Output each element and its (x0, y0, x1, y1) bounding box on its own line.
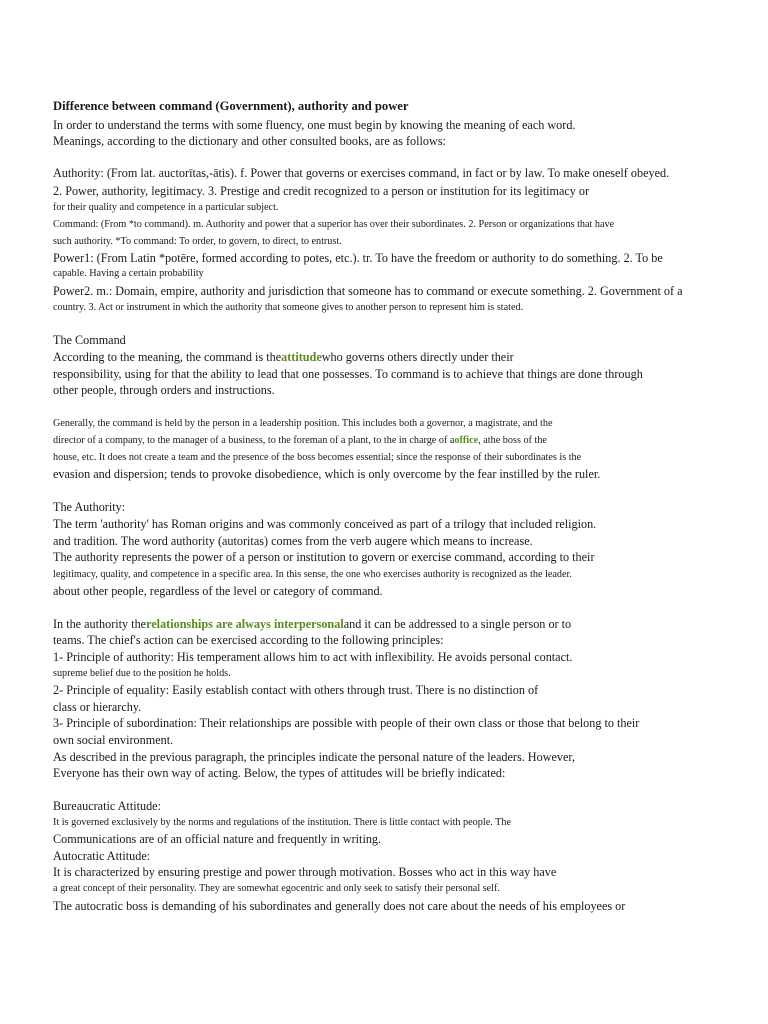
authority-text: and it can be addressed to a single person or to (343, 617, 572, 631)
authority-line: legitimacy, quality, and competence in a specific area. In this sense, the one who exercises authority is recognized as the leader. (53, 569, 572, 580)
principle-line: 3- Principle of subordination: Their relationships are possible with people of their own class or those that belong to their (53, 716, 640, 730)
command-line: responsibility, using for that the ability to lead that one possesses. To command is to achieve that things are done through (53, 367, 643, 381)
section-heading-command: The Command (53, 333, 126, 347)
command-text: , athe boss of the (478, 435, 547, 446)
authority-line: As described in the previous paragraph, the principles indicate the personal nature of the leaders. However, (53, 750, 576, 764)
principle-line: 2- Principle of equality: Easily establish contact with others through trust. There is no distinction of (53, 683, 539, 697)
definition-line: such authority. *To command: To order, to govern, to direct, to entrust. (53, 236, 342, 247)
authority-line: Everyone has their own way of acting. Below, the types of attitudes will be briefly indicated: (53, 766, 506, 780)
relationships-link[interactable]: relationships are always interpersonal (146, 617, 344, 631)
definition-line: Command: (From *to command). m. Authority and power that a superior has over their subordinates. 2. Person or organizations that have (53, 219, 615, 230)
principle-line: own social environment. (53, 733, 174, 747)
intro-line: Meanings, according to the dictionary and other consulted books, are as follows: (53, 134, 446, 148)
authority-text: In the authority the (53, 617, 147, 631)
command-line: other people, through orders and instructions. (53, 383, 275, 397)
attitude-line: Communications are of an official nature and frequently in writing. (53, 832, 382, 846)
definition-line: 2. Power, authority, legitimacy. 3. Prestige and credit recognized to a person or institution for its legitimacy or (53, 184, 590, 198)
attitude-line: a great concept of their personality. They are somewhat egocentric and only seek to satisfy their personal self. (53, 883, 500, 894)
principle-line: supreme belief due to the position he holds. (53, 668, 231, 679)
command-line: evasion and dispersion; tends to provoke disobedience, which is only overcome by the fear instilled by the ruler. (53, 467, 601, 481)
attitude-link[interactable]: attitude (281, 350, 322, 364)
definition-line: capable. Having a certain probability (53, 268, 204, 279)
definition-line: country. 3. Act or instrument in which the authority that someone gives to another person to represent him is stated. (53, 302, 524, 313)
command-line (53, 433, 547, 449)
section-heading-authority: The Authority: (53, 500, 126, 514)
attitude-line: The autocratic boss is demanding of his subordinates and generally does not care about the needs of his employees or (53, 899, 626, 913)
authority-line: and tradition. The word authority (autoritas) comes from the verb augere which means to increase. (53, 534, 533, 548)
definition-line: Authority: (From lat. auctorītas,-ātis). f. Power that governs or exercises command, in fact or by law. To make oneself obeyed. (53, 166, 670, 180)
command-line (53, 349, 514, 365)
command-line: house, etc. It does not create a team and the presence of the boss becomes essential; since the response of their subordinates is the (53, 452, 582, 463)
intro-line: In order to understand the terms with some fluency, one must begin by knowing the meaning of each word. (53, 118, 576, 132)
command-text: director of a company, to the manager of a business, to the foreman of a plant, to the in charge of a (53, 435, 455, 446)
doc-title: Difference between command (Government), authority and power (53, 99, 409, 113)
command-line: Generally, the command is held by the person in a leadership position. This includes both a governor, a magistrate, and the (53, 418, 553, 429)
attitude-line: It is governed exclusively by the norms and regulations of the institution. There is little contact with people. The (53, 817, 511, 828)
attitude-line: It is characterized by ensuring prestige and power through motivation. Bosses who act in this way have (53, 865, 557, 879)
authority-line (53, 616, 571, 632)
principle-line: class or hierarchy. (53, 700, 142, 714)
definition-line: Power2. m.: Domain, empire, authority and jurisdiction that someone has to command or execute something. 2. Government of a (53, 284, 683, 298)
definition-line: for their quality and competence in a particular subject. (53, 202, 279, 213)
authority-line: teams. The chief's action can be exercised according to the following principles: (53, 633, 444, 647)
authority-line: about other people, regardless of the level or category of command. (53, 584, 383, 598)
command-text: According to the meaning, the command is the (53, 350, 282, 364)
authority-line: The term 'authority' has Roman origins and was commonly conceived as part of a trilogy that included religion. (53, 517, 597, 531)
principle-line: 1- Principle of authority: His temperament allows him to act with inflexibility. He avoids personal contact. (53, 650, 573, 664)
section-heading-bureaucratic: Bureaucratic Attitude: (53, 799, 161, 813)
section-heading-autocratic: Autocratic Attitude: (53, 849, 151, 863)
definition-line: Power1: (From Latin *potēre, formed according to potes, etc.). tr. To have the freedom or authority to do something. 2. To be (53, 251, 663, 265)
authority-line: The authority represents the power of a person or institution to govern or exercise command, according to their (53, 550, 595, 564)
office-link[interactable]: office (454, 435, 479, 446)
command-text: who governs others directly under their (321, 350, 514, 364)
